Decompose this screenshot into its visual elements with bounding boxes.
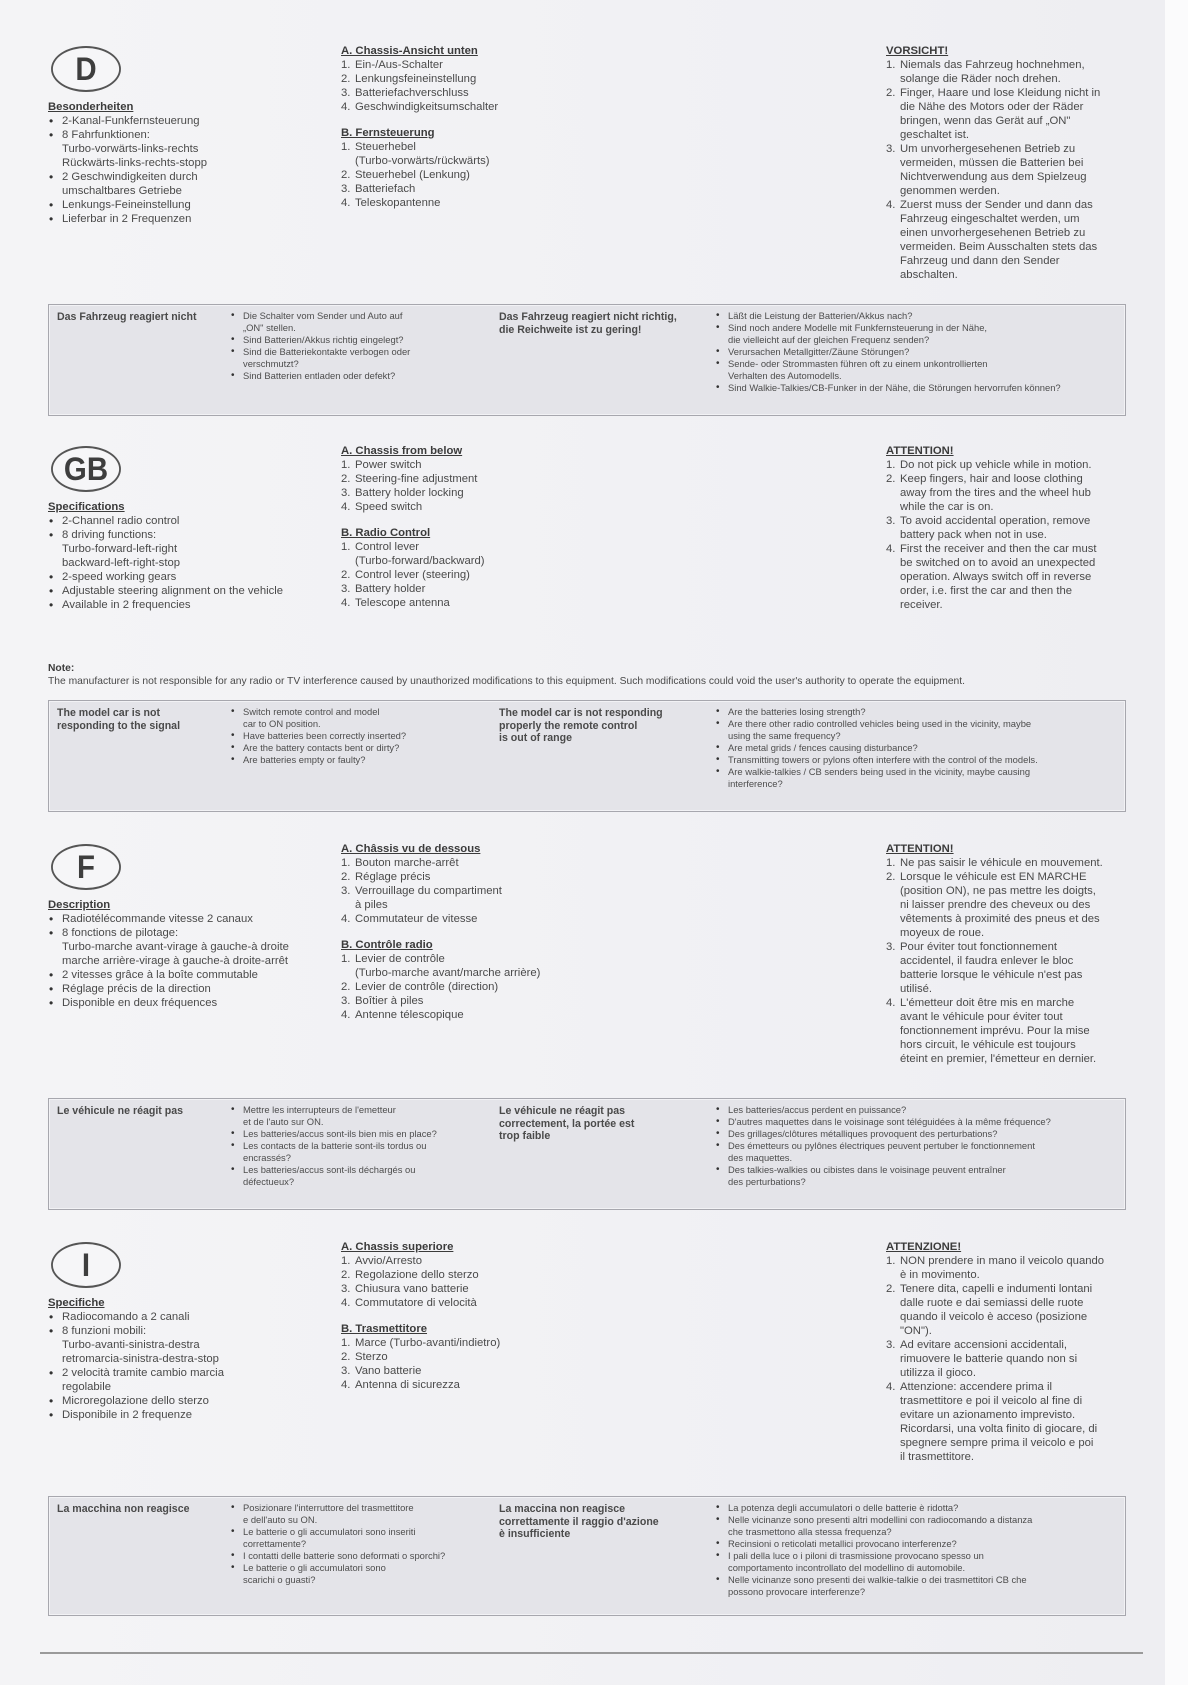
features-title: Specifications bbox=[48, 501, 125, 513]
list-item: 3. Chiusura vano batterie bbox=[341, 1283, 469, 1295]
warning-column bbox=[886, 444, 1166, 612]
list-item: • 2-Kanal-Funkfernsteuerung bbox=[48, 114, 318, 128]
list-item: 2. Steuerhebel (Lenkung) bbox=[341, 169, 470, 181]
list-item: • Les batteries/accus sont-ils déchargés ou défectueux? bbox=[229, 1164, 499, 1188]
list-item: • Réglage précis de la direction bbox=[48, 982, 318, 996]
list-item: • Disponible en deux fréquences bbox=[48, 996, 318, 1010]
remote-title: B. Radio Control bbox=[341, 527, 431, 539]
list-item: • Läßt die Leistung der Batterien/Akkus nach? bbox=[714, 310, 1119, 322]
language-badge: F bbox=[51, 844, 121, 890]
list-item: • Des émetteurs ou pylônes électriques peuvent pertuber le fonctionnement des maquettes. bbox=[714, 1140, 1119, 1164]
list-item: 4. Zuerst muss der Sender und dann das Fahrzeug eingeschaltet werden, um einen unvorhergesehenen Betrieb zu vermeiden. Beim Ausschalten stets das Fahrzeug und dann den Sender abschalten. bbox=[886, 199, 1098, 281]
list-item: 4. L'émetteur doit être mis en marche avant le véhicule pour éviter tout fonctionnement imprévu. Pour la mise hors circuit, le véhicule est toujours éteint en premier, l'émetteur en dernier. bbox=[886, 997, 1097, 1065]
list-item: • Disponibile in 2 frequenze bbox=[48, 1408, 318, 1422]
list-item: • Le batterie o gli accumulatori sono scarichi o guasti? bbox=[229, 1562, 499, 1586]
list-item: 2. Tenere dita, capelli e indumenti lontani dalle ruote e dai semiassi delle ruote quando il veicolo è acceso (posizione "ON"). bbox=[886, 1283, 1093, 1337]
chassis-title: A. Châssis vu de dessous bbox=[341, 843, 481, 855]
list-item: • Nelle vicinanze sono presenti altri modellini con radiocomando a distanza che trasmettono alla stessa frequenza? bbox=[714, 1514, 1119, 1538]
list-item: • Transmitting towers or pylons often interfere with the control of the models. bbox=[714, 754, 1119, 766]
remote-list bbox=[341, 540, 601, 610]
list-item: • Des talkies-walkies ou cibistes dans le voisinage peuvent entraîner des perturbations? bbox=[714, 1164, 1119, 1188]
note-title: Note: bbox=[48, 663, 75, 674]
list-item: • Have batteries been correctly inserted? bbox=[229, 730, 499, 742]
features-list bbox=[48, 912, 318, 1010]
list-item: 4. Teleskopantenne bbox=[341, 197, 441, 209]
remote-title: B. Trasmettitore bbox=[341, 1323, 428, 1335]
list-item: • Sind Batterien entladen oder defekt? bbox=[229, 370, 499, 382]
list-item: 1. NON prendere in mano il veicolo quando è in movimento. bbox=[886, 1255, 1105, 1281]
list-item: 3. Um unvorhergesehenen Betrieb zu vermeiden, müssen die Batterien bei Nichtverwendung aus dem Spielzeug genommen werden. bbox=[886, 143, 1087, 197]
list-item: 2. Sterzo bbox=[341, 1351, 388, 1363]
problem-label: The model car is not responding properly the remote control is out of range bbox=[499, 707, 663, 744]
list-item: 1. Avvio/Arresto bbox=[341, 1255, 422, 1267]
list-item: • Verursachen Metallgitter/Zäune Störungen? bbox=[714, 346, 1119, 358]
list-item: • I contatti delle batterie sono deformati o sporchi? bbox=[229, 1550, 499, 1562]
list-item: • Die Schalter vom Sender und Auto auf „ON" stellen. bbox=[229, 310, 499, 334]
list-item: • Are batteries empty or faulty? bbox=[229, 754, 499, 766]
list-item: • 2-Channel radio control bbox=[48, 514, 318, 528]
list-item: • Radiotélécommande vitesse 2 canaux bbox=[48, 912, 318, 926]
parts-column bbox=[341, 444, 601, 610]
warning-title: VORSICHT! bbox=[886, 45, 949, 57]
warning-title: ATTENTION! bbox=[886, 843, 954, 855]
list-item: 3. Battery holder locking bbox=[341, 487, 464, 499]
problem-label: The model car is not responding to the signal bbox=[57, 707, 181, 732]
problem-label: Le véhicule ne réagit pas bbox=[57, 1105, 183, 1117]
features-list bbox=[48, 1310, 318, 1422]
list-item: 4. Antenna di sicurezza bbox=[341, 1379, 460, 1391]
language-badge: D bbox=[51, 46, 121, 92]
list-item: 1. Levier de contrôle (Turbo-marche avant/marche arrière) bbox=[341, 953, 541, 979]
list-item: • Mettre les interrupteurs de l'emetteur et de l'auto sur ON. bbox=[229, 1104, 499, 1128]
list-item: 2. Réglage précis bbox=[341, 871, 431, 883]
list-item: 2. Control lever (steering) bbox=[341, 569, 470, 581]
features-column bbox=[48, 898, 318, 1010]
warning-column bbox=[886, 44, 1166, 282]
features-title: Description bbox=[48, 899, 111, 911]
list-item: • Are walkie-talkies / CB senders being used in the vicinity, maybe causing interference? bbox=[714, 766, 1119, 790]
troubleshooting-box-de bbox=[48, 304, 1126, 416]
solution-list bbox=[229, 1104, 499, 1188]
list-item: • Recinsioni o reticolati metallici provocano interferenze? bbox=[714, 1538, 1119, 1550]
list-item: 4. Geschwindigkeitsumschalter bbox=[341, 101, 499, 113]
chassis-title: A. Chassis-Ansicht unten bbox=[341, 45, 478, 57]
note-text: The manufacturer is not responsible for any radio or TV interference caused by unauthorized modifications to this equipment. Such modifications could void the user's authority to operate the equipment. bbox=[48, 676, 965, 687]
section-gb bbox=[48, 444, 1118, 644]
chassis-title: A. Chassis superiore bbox=[341, 1241, 454, 1253]
solution-list bbox=[229, 310, 499, 382]
list-item: • Sind noch andere Modelle mit Funkfernsteuerung in der Nähe, die vielleicht auf der gleichen Frequenz senden? bbox=[714, 322, 1119, 346]
list-item: 3. Batteriefach bbox=[341, 183, 416, 195]
list-item: • Microregolazione dello sterzo bbox=[48, 1394, 318, 1408]
list-item: • Adjustable steering alignment on the vehicle bbox=[48, 584, 318, 598]
list-item: 2. Levier de contrôle (direction) bbox=[341, 981, 499, 993]
list-item: 1. Steuerhebel (Turbo-vorwärts/rückwärts) bbox=[341, 141, 490, 167]
remote-title: B. Contrôle radio bbox=[341, 939, 433, 951]
list-item: • 2 vitesses grâce à la boîte commutable bbox=[48, 968, 318, 982]
list-item: • 8 funzioni mobili: Turbo-avanti-sinistra-destra retromarcia-sinistra-destra-stop bbox=[48, 1324, 318, 1366]
chassis-list bbox=[341, 856, 601, 926]
remote-list bbox=[341, 140, 601, 210]
chassis-list bbox=[341, 58, 601, 114]
list-item: 3. Pour éviter tout fonctionnement accidentel, il faudra enlever le bloc batterie lorsque le véhicule n'est pas utilisé. bbox=[886, 941, 1083, 995]
solution-list bbox=[714, 1502, 1119, 1598]
list-item: • I pali della luce o i piloni di trasmissione provocano spesso un comportamento incontrollato del modellino di automobile. bbox=[714, 1550, 1119, 1574]
troubleshooting-box-fr bbox=[48, 1098, 1126, 1210]
list-item: 1. Power switch bbox=[341, 459, 422, 471]
list-item: • Les batteries/accus sont-ils bien mis en place? bbox=[229, 1128, 499, 1140]
parts-column bbox=[341, 842, 601, 1022]
list-item: • Les contacts de la batterie sont-ils tordus ou encrassés? bbox=[229, 1140, 499, 1164]
list-item: • Nelle vicinanze sono presenti dei walkie-talkie o dei trasmettitori CB che possono provocare interferenze? bbox=[714, 1574, 1119, 1598]
warning-list bbox=[886, 856, 1166, 1066]
warning-title: ATTENTION! bbox=[886, 445, 954, 457]
solution-list bbox=[714, 1104, 1119, 1188]
section-de bbox=[48, 44, 1118, 284]
list-item: • Radiocomando a 2 canali bbox=[48, 1310, 318, 1324]
list-item: 4. Commutatore di velocità bbox=[341, 1297, 477, 1309]
list-item: • Sind Walkie-Talkies/CB-Funker in der Nähe, die Störungen hervorrufen können? bbox=[714, 382, 1119, 394]
list-item: 2. Lenkungsfeineinstellung bbox=[341, 73, 477, 85]
features-list bbox=[48, 114, 318, 226]
note bbox=[48, 662, 1128, 688]
language-badge: GB bbox=[51, 446, 121, 492]
features-column bbox=[48, 500, 318, 612]
list-item: • Lenkungs-Feineinstellung bbox=[48, 198, 318, 212]
list-item: • Are the batteries losing strength? bbox=[714, 706, 1119, 718]
list-item: • 2 Geschwindigkeiten durch umschaltbares Getriebe bbox=[48, 170, 318, 198]
warning-list bbox=[886, 58, 1166, 282]
troubleshooting-box-gb bbox=[48, 700, 1126, 812]
list-item: 4. Antenne télescopique bbox=[341, 1009, 464, 1021]
list-item: 1. Do not pick up vehicle while in motion. bbox=[886, 459, 1092, 471]
remote-list bbox=[341, 1336, 601, 1392]
parts-column bbox=[341, 1240, 601, 1392]
list-item: • Switch remote control and model car to ON position. bbox=[229, 706, 499, 730]
solution-list bbox=[229, 706, 499, 766]
problem-label: La macchina non reagisce bbox=[57, 1503, 190, 1515]
list-item: • 8 Fahrfunktionen: Turbo-vorwärts-links-rechts Rückwärts-links-rechts-stopp bbox=[48, 128, 318, 170]
list-item: • Are the battery contacts bent or dirty? bbox=[229, 742, 499, 754]
list-item: • Are metal grids / fences causing disturbance? bbox=[714, 742, 1119, 754]
list-item: 3. Boîtier à piles bbox=[341, 995, 424, 1007]
list-item: 1. Niemals das Fahrzeug hochnehmen, solange die Räder noch drehen. bbox=[886, 59, 1085, 85]
list-item: • La potenza degli accumulatori o delle batterie è ridotta? bbox=[714, 1502, 1119, 1514]
list-item: 2. Lorsque le véhicule est EN MARCHE (position ON), ne pas mettre les doigts, ni laisser prendre des cheveux ou des vêtements à proximité des pneus et des moyeux de roue. bbox=[886, 871, 1100, 939]
list-item: 1. Control lever (Turbo-forward/backward) bbox=[341, 541, 485, 567]
list-item: • Lieferbar in 2 Frequenzen bbox=[48, 212, 318, 226]
list-item: • Sind Batterien/Akkus richtig eingelegt? bbox=[229, 334, 499, 346]
list-item: 4. First the receiver and then the car must be switched on to avoid an unexpected operation. Always switch off in reverse order, i.e. first the car and then the receiver. bbox=[886, 543, 1097, 611]
solution-list bbox=[714, 706, 1119, 790]
list-item: • 8 fonctions de pilotage: Turbo-marche avant-virage à gauche-à droite marche arrière-virage à gauche-à droite-arrêt bbox=[48, 926, 318, 968]
list-item: 3. To avoid accidental operation, remove battery pack when not in use. bbox=[886, 515, 1091, 541]
remote-title: B. Fernsteuerung bbox=[341, 127, 435, 139]
chassis-list bbox=[341, 1254, 601, 1310]
list-item: 2. Steering-fine adjustment bbox=[341, 473, 478, 485]
list-item: • 8 driving functions: Turbo-forward-left-right backward-left-right-stop bbox=[48, 528, 318, 570]
warning-list bbox=[886, 1254, 1166, 1464]
list-item: 1. Ein-/Aus-Schalter bbox=[341, 59, 443, 71]
list-item: 4. Telescope antenna bbox=[341, 597, 450, 609]
list-item: • D'autres maquettes dans le voisinage sont téléguidées à la même fréquence? bbox=[714, 1116, 1119, 1128]
language-badge: I bbox=[51, 1242, 121, 1288]
list-item: 3. Batteriefachverschluss bbox=[341, 87, 469, 99]
problem-label: Le véhicule ne réagit pas correctement, la portée est trop faible bbox=[499, 1105, 635, 1142]
warning-column bbox=[886, 1240, 1166, 1464]
remote-list bbox=[341, 952, 601, 1022]
features-column bbox=[48, 1296, 318, 1422]
list-item: 2. Keep fingers, hair and loose clothing away from the tires and the wheel hub while the car is on. bbox=[886, 473, 1091, 513]
list-item: 1. Ne pas saisir le véhicule en mouvement. bbox=[886, 857, 1103, 869]
problem-label: La maccina non reagisce correttamente il raggio d'azione è insufficiente bbox=[499, 1503, 659, 1540]
chassis-list bbox=[341, 458, 601, 514]
list-item: • Available in 2 frequencies bbox=[48, 598, 318, 612]
features-list bbox=[48, 514, 318, 612]
list-item: 4. Attenzione: accendere prima il trasmettitore e poi il veicolo al fine di evitare un azionamento imprevisto. Ricordarsi, una volta finito di giocare, di spegnere sempre prima il veicolo e poi il trasmettitore. bbox=[886, 1381, 1098, 1463]
warning-title: ATTENZIONE! bbox=[886, 1241, 962, 1253]
features-title: Specifiche bbox=[48, 1297, 105, 1309]
list-item: • Les batteries/accus perdent en puissance? bbox=[714, 1104, 1119, 1116]
solution-list bbox=[229, 1502, 499, 1586]
troubleshooting-box-it bbox=[48, 1496, 1126, 1616]
page-bottom-rule bbox=[40, 1652, 1143, 1654]
chassis-title: A. Chassis from below bbox=[341, 445, 463, 457]
list-item: 3. Verrouillage du compartiment à piles bbox=[341, 885, 502, 911]
list-item: 1. Bouton marche-arrêt bbox=[341, 857, 459, 869]
features-column bbox=[48, 100, 318, 226]
list-item: 3. Battery holder bbox=[341, 583, 426, 595]
list-item: • 2-speed working gears bbox=[48, 570, 318, 584]
list-item: • Posizionare l'interruttore del trasmettitore e dell'auto su ON. bbox=[229, 1502, 499, 1526]
list-item: 2. Finger, Haare und lose Kleidung nicht in die Nähe des Motors oder der Räder bringen, wenn das Gerät auf „ON" geschaltet ist. bbox=[886, 87, 1101, 141]
list-item: 1. Marce (Turbo-avanti/indietro) bbox=[341, 1337, 501, 1349]
solution-list bbox=[714, 310, 1119, 394]
list-item: 4. Commutateur de vitesse bbox=[341, 913, 478, 925]
list-item: 2. Regolazione dello sterzo bbox=[341, 1269, 479, 1281]
list-item: • Sind die Batteriekontakte verbogen oder verschmutzt? bbox=[229, 346, 499, 370]
section-fr bbox=[48, 842, 1118, 1082]
list-item: • 2 velocità tramite cambio marcia regolabile bbox=[48, 1366, 318, 1394]
warning-list bbox=[886, 458, 1166, 612]
problem-label: Das Fahrzeug reagiert nicht richtig, die Reichweite ist zu gering! bbox=[499, 311, 677, 336]
list-item: • Are there other radio controlled vehicles being used in the vicinity, maybe using the same frequency? bbox=[714, 718, 1119, 742]
list-item: • Le batterie o gli accumulatori sono inseriti correttamente? bbox=[229, 1526, 499, 1550]
section-it bbox=[48, 1240, 1118, 1480]
list-item: • Des grillages/clôtures métalliques provoquent des perturbations? bbox=[714, 1128, 1119, 1140]
list-item: 4. Speed switch bbox=[341, 501, 423, 513]
parts-column bbox=[341, 44, 601, 210]
features-title: Besonderheiten bbox=[48, 101, 134, 113]
warning-column bbox=[886, 842, 1166, 1066]
list-item: • Sende- oder Strommasten führen oft zu einem unkontrollierten Verhalten des Automodells. bbox=[714, 358, 1119, 382]
problem-label: Das Fahrzeug reagiert nicht bbox=[57, 311, 197, 323]
list-item: 3. Vano batterie bbox=[341, 1365, 422, 1377]
list-item: 3. Ad evitare accensioni accidentali, rimuovere le batterie quando non si utilizza il gioco. bbox=[886, 1339, 1078, 1379]
